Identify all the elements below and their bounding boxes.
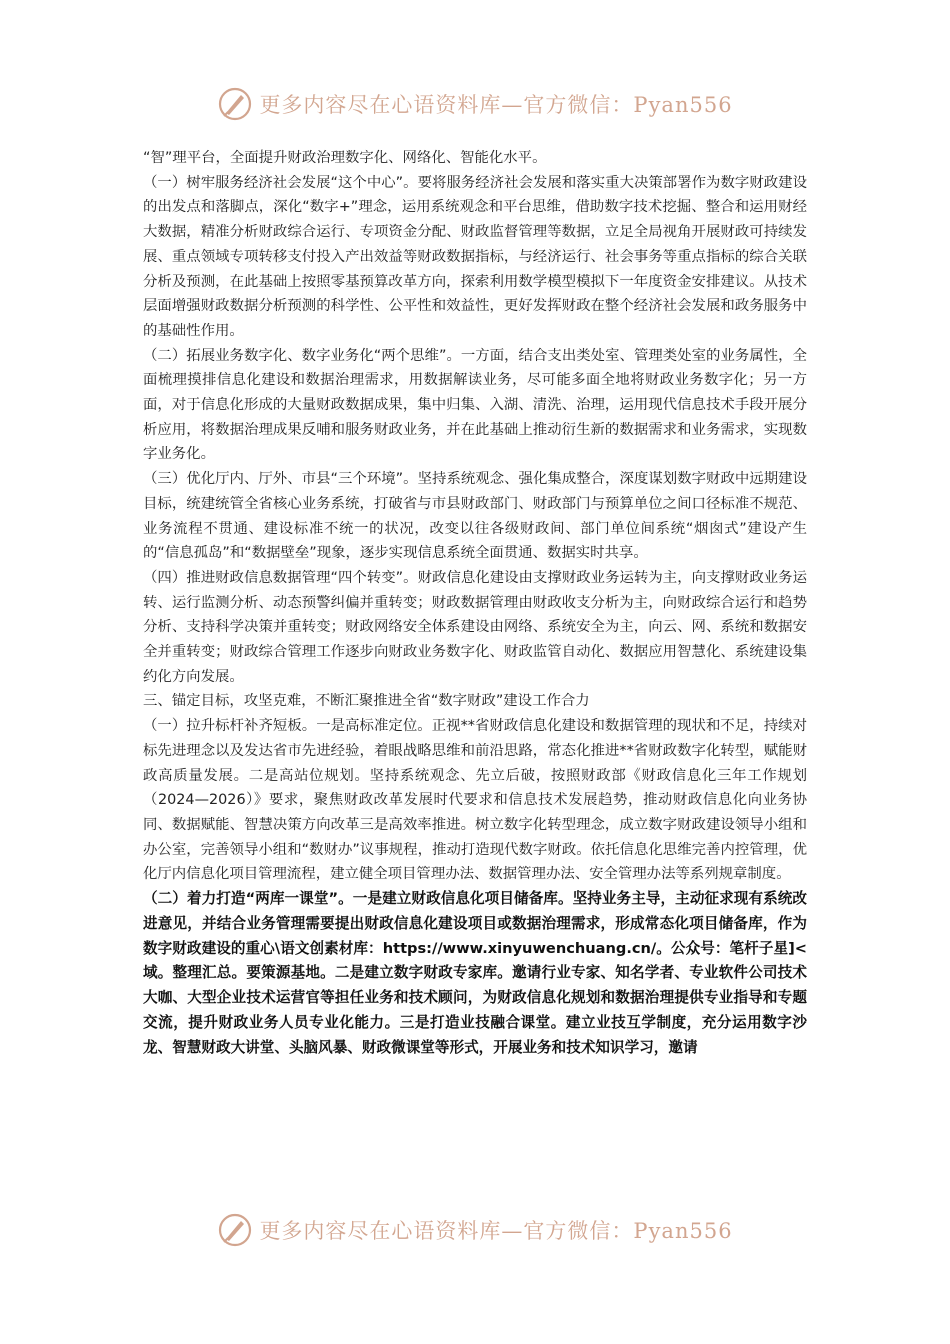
pen-logo-icon [217,86,253,122]
section-heading: 三、锚定目标，攻坚克难，不断汇聚推进全省“数字财政”建设工作合力 [143,693,590,710]
paragraph: （一）树牢服务经济社会发展“这个中心”。要将服务经济社会发展和落实重大决策部署作为数字财政建设的出发点和落脚点，深化“数字+”理念，运用系统观念和平台思维，借助数字技术挖掘、整合和运用财经大数据，精准分析财政综合运行、专项资金分配、财政监督管理等数据，立足全局视角开展财政可持续发展、重点领域专项转移支付投入产出效益等财政数据指标，与经济运行、社会事务等重点指标的综合关联分析及预测，在此基础上按照零基预算改革方向，探索利用数学模型模拟下一年度资金安排建议。从技术层面增强财政数据分析预测的科学性、公平性和效益性，更好发挥财政在整个经济社会发展和政务服务中的基础性作用。 [143,174,807,339]
paragraph: （四）推进财政信息数据管理“四个转变”。财政信息化建设由支撑财政业务运转为主，向支撑财政业务运转、运行监测分析、动态预警纠偏并重转变；财政数据管理由财政收支分析为主，向财政综合运行和趋势分析、支持科学决策并重转变；财政网络安全体系建设由网络、系统安全为主，向云、网、系统和数据安全并重转变；财政综合管理工作逐步向财政业务数字化、财政监管自动化、数据应用智慧化、系统建设集约化方向发展。 [143,569,807,685]
paragraph: “智”理平台，全面提升财政治理数字化、网络化、智能化水平。 [143,150,547,166]
document-body [143,146,807,1061]
watermark-text: 更多内容尽在心语资料库—官方微信：Pyan556 [259,93,733,117]
paragraph: （一）拉升标杆补齐短板。一是高标准定位。正视**省财政信息化建设和数据管理的现状和不足，持续对标先进理念以及发达省市先进经验，着眼战略思维和前沿思路，常态化推进**省财政数字化转型，赋能财政高质量发展。二是高站位规划。坚持系统观念、先立后破，按照财政部《财政信息化三年工作规划（2024—2026）》要求，聚焦财政改革发展时代要求和信息技术发展趋势，推动财政信息化向业务协同、数据赋能、智慧决策方向改革三是高效率推进。树立数字化转型理念，成立数字财政建设领导小组和办公室，完善领导小组和“数财办”议事规程，推动打造现代数字财政。依托信息化思维完善内控管理，优化厅内信息化项目管理流程，建立健全项目管理办法、数据管理办法、安全管理办法等系列规章制度。 [143,718,807,883]
paragraph: （三）优化厅内、厅外、市县“三个环境”。坚持系统观念、强化集成整合，深度谋划数字财政中远期建设目标，统建统管全省核心业务系统，打破省与市县财政部门、财政部门与预算单位之间口径标准不规范、业务流程不贯通、建设标准不统一的状况，改变以往各级财政间、部门单位间系统“烟囱式”建设产生的“信息孤岛”和“数据壁垒”现象，逐步实现信息系统全面贯通、数据实时共享。 [143,471,807,562]
paragraph: （二）拓展业务数字化、数字业务化“两个思维”。一方面，结合支出类处室、管理类处室的业务属性，全面梳理摸排信息化建设和数据治理需求，用数据解读业务，尽可能多面全地将财政业务数字化；另一方面，对于信息化形成的大量财政数据成果，集中归集、入湖、清洗、治理，运用现代信息技术手段开展分析应用，将数据治理成果反哺和服务财政业务，并在此基础上推动衍生新的数据需求和业务需求，实现数字业务化。 [143,347,807,463]
watermark-text: 更多内容尽在心语资料库—官方微信：Pyan556 [259,1219,733,1243]
watermark-footer [0,1210,950,1250]
watermark-header [0,84,950,124]
pen-logo-icon [217,1212,253,1248]
bold-paragraph: （二）着力打造“两库一课堂”。一是建立财政信息化项目储备库。坚持业务主导，主动征求现有系统改进意见，并结合业务管理需要提出财政信息化建设项目或数据治理需求，形成常态化项目储备库，作为数字财政建设的重心\语文创素材库：https://www.xinyuwenchuang.cn/。公众号：笔杆子星]<域。整理汇总。要策源基地。二是建立数字财政专家库。邀请行业专家、知名学者、专业软件公司技术大咖、大型企业技术运营官等担任业务和技术顾问，为财政信息化规划和数据治理提供专业指导和专题交流，提升财政业务人员专业化能力。三是打造业技融合课堂。建立业技互学制度，充分运用数字沙龙、智慧财政大讲堂、头脑风暴、财政微课堂等形式，开展业务和技术知识学习，邀请 [143,890,807,1056]
